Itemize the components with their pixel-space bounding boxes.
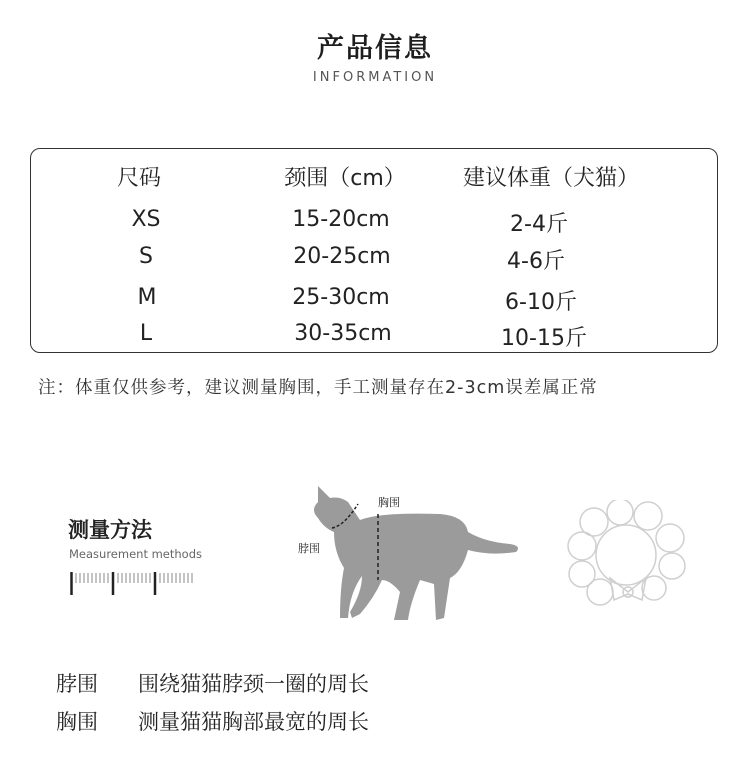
page-subtitle: INFORMATION — [312, 70, 438, 85]
definition-chest — [56, 706, 369, 736]
weight-cell: 2-4斤 — [510, 212, 568, 237]
neck-cell: 15-20cm — [292, 207, 390, 232]
size-cell: M — [137, 285, 157, 310]
page-title: 产品信息 — [317, 33, 433, 64]
measure-subtitle: Measurement methods — [69, 547, 203, 561]
definition-neck — [56, 668, 369, 698]
definition-term: 脖围 — [56, 672, 98, 696]
neck-cell: 25-30cm — [292, 285, 390, 310]
size-note: 注：体重仅供参考，建议测量胸围，手工测量存在2-3cm误差属正常 — [38, 378, 598, 398]
chest-label: 胸围 — [378, 496, 400, 509]
definition-desc: 测量猫猫胸部最宽的周长 — [138, 710, 369, 734]
definition-term: 胸围 — [56, 710, 98, 734]
collar-illustration-icon — [562, 500, 692, 610]
neck-cell: 30-35cm — [294, 321, 392, 346]
neck-label: 脖围 — [298, 542, 320, 555]
weight-cell: 4-6斤 — [507, 249, 565, 274]
size-cell: S — [139, 244, 153, 269]
ruler-icon — [70, 570, 198, 596]
header-weight: 建议体重（犬猫） — [462, 166, 640, 191]
neck-cell: 20-25cm — [293, 244, 391, 269]
weight-cell: 10-15斤 — [501, 326, 587, 351]
definition-desc: 围绕猫猫脖颈一圈的周长 — [138, 672, 369, 696]
header-size: 尺码 — [116, 166, 162, 191]
weight-cell: 6-10斤 — [505, 290, 577, 315]
size-cell: L — [139, 321, 153, 346]
measure-title: 测量方法 — [68, 518, 152, 542]
size-cell: XS — [131, 207, 161, 232]
cat-silhouette-icon — [290, 480, 530, 625]
size-table — [30, 148, 718, 353]
header-neck: 颈围（cm） — [284, 166, 406, 191]
